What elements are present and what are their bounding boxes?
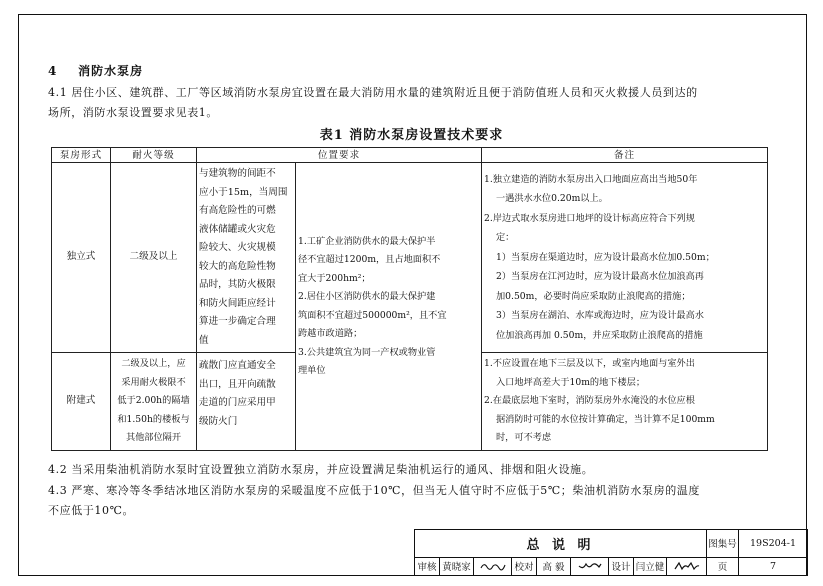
para-4-1-line1: 4.1 居住小区、建筑群、工厂等区域消防水泵房宜设置在最大消防用水量的建筑附近且便于消防值班人员和灭火救援人员到达的 — [48, 86, 698, 99]
design-label: 设计 — [609, 557, 634, 575]
table-row — [52, 163, 768, 353]
row2-grade: 二级及以上，应 采用耐火极限不 低于2.00h的隔墙 和1.50h的楼板与 其他部位隔开 — [111, 353, 197, 451]
para-4-2: 4.2 当采用柴油机消防水泵时宜设置独立消防水泵房，并应设置满足柴油机运行的通风、排烟和阻火设施。 — [48, 463, 594, 476]
row1-type: 独立式 — [52, 163, 111, 353]
header-type: 泵房形式 — [52, 148, 111, 163]
checker-signature — [571, 557, 609, 575]
row1-note: 1.独立建造的消防水泵房出入口地面应高出当地50年 一遇洪水水位0.20m以上。 2.岸边式取水泵房进口地坪的设计标高应符合下列规 定： 1）当泵房在渠道边时，应为设计最高水位加0.50m； 2）当泵房在江河边时，应为设计最高水位加浪高再 加0.50m，必要时尚应采取防止浪爬高的措施； 3）当泵房在湖泊、水库或海边时，应为设计最高水 位加浪高再加 0.50m，并应采取防止浪爬高的措施 — [482, 163, 768, 353]
row1-position-a: 与建筑物的间距不 应小于15m，当周围 有高危险性的可燃 液体储罐或火灾危 险较大、火灾规模 较大的高危险性物 品时，其防火极限 和防火间距应经计 算进一步确定合理 值 — [197, 163, 296, 353]
header-grade: 耐火等级 — [111, 148, 197, 163]
designer-signature — [667, 557, 707, 575]
table-header-row — [52, 148, 768, 163]
section-heading: 4 消防水泵房 — [48, 64, 144, 78]
row1-grade: 二级及以上 — [111, 163, 197, 353]
drawing-title: 总 说 明 — [415, 530, 707, 558]
header-note: 备注 — [482, 148, 768, 163]
page-label: 页 — [707, 557, 739, 575]
designer-name: 闫立健 — [634, 557, 667, 575]
row2-type: 附建式 — [52, 353, 111, 451]
para-4-3-line2: 不应低于10℃。 — [48, 504, 135, 517]
atlas-number: 19S204-1 — [739, 530, 808, 558]
row2-note: 1.不应设置在地下三层及以下，或室内地面与室外出 入口地坪高差大于10m的地下楼层； 2.在最底层地下室时，消防泵房外水淹没的水位应根 据消防时可能的水位按计算确定，当计算不足100mm 时，可不考虑 — [482, 353, 768, 451]
reviewer-name: 黄晓家 — [440, 557, 474, 575]
title-block — [414, 529, 808, 576]
row2-position-a: 疏散门应直通安全 出口，且开向疏散 走道的门应采用甲 级防火门 — [197, 353, 296, 451]
table-title: 表1 消防水泵房设置技术要求 — [319, 128, 504, 143]
para-4-3-line1: 4.3 严寒、寒冷等冬季结冰地区消防水泵房的采暖温度不应低于10℃，但当无人值守时不应低于5℃；柴油机消防水泵房的温度 — [48, 484, 700, 497]
checker-name: 高 毅 — [537, 557, 571, 575]
reviewer-signature — [474, 557, 512, 575]
position-b: 1.工矿企业消防供水的最大保护半 径不宜超过1200m，且占地面积不 宜大于200hm²； 2.居住小区消防供水的最大保护建 筑面积不宜超过500000m²，且不宜 跨越市政道路； 3.公共建筑宜为同一产权或物业管 理单位 — [296, 163, 482, 451]
atlas-label: 图集号 — [707, 530, 739, 558]
para-4-1-line2: 场所，消防水泵设置要求见表1。 — [48, 106, 218, 119]
header-position: 位置要求 — [197, 148, 482, 163]
pump-room-requirements-table — [51, 147, 768, 451]
check-label: 校对 — [512, 557, 537, 575]
review-label: 审核 — [415, 557, 440, 575]
page-number: 7 — [739, 557, 808, 575]
